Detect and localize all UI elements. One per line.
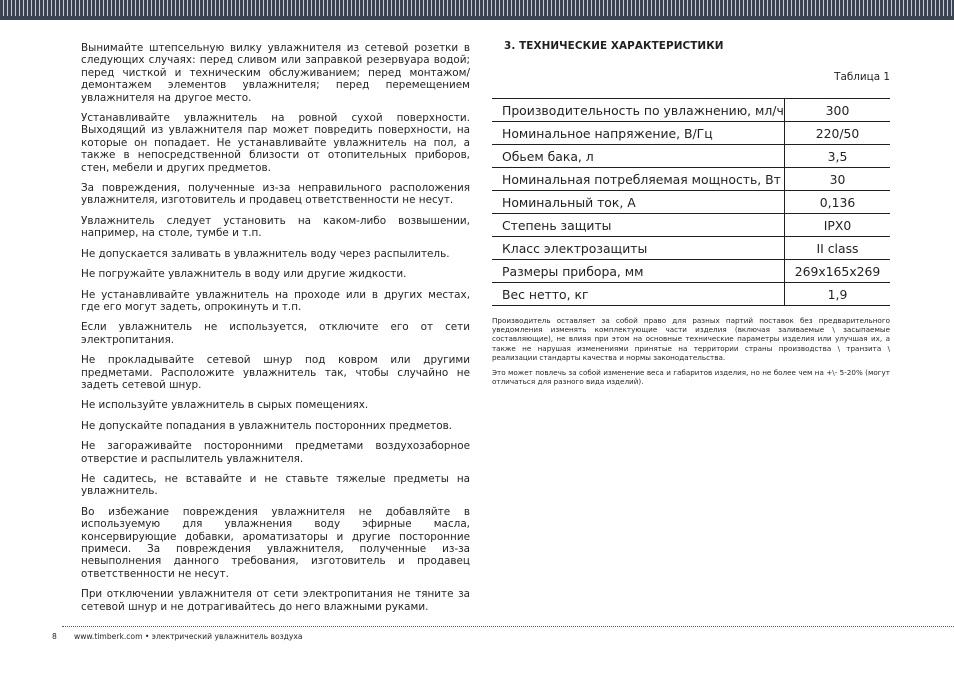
spec-value: 269x165x269	[785, 260, 891, 283]
paragraph: Не допускайте попадания в увлажнитель посторонних предметов.	[81, 419, 452, 432]
table-row	[492, 122, 890, 145]
spec-value: 1,9	[785, 283, 891, 306]
paragraph: Если увлажнитель не используется, отключите его от сети электропитания.	[81, 321, 470, 346]
table-row	[492, 145, 890, 168]
spec-name: Степень защиты	[492, 214, 785, 237]
note-paragraph: Производитель оставляет за собой право для разных партий поставок без предварительного уведомления изменять комплектующие части изделия (включая заливаемые \ засыпаемые составляющие), не влияя при этом на основные технические параметры изделия или улучшая их, а также не нарушая изменениями принятые на территории страны производства \ транзита \ реализации стандарты качества и нормы законодательства.	[492, 316, 890, 362]
paragraph: Вынимайте штепсельную вилку увлажнителя из сетевой розетки в следующих случаях: перед сливом или заправкой резервуара водой; перед чисткой и техническим обслуживанием; перед монтажом/демонтажем элементов увлажнителя; перед перемещением увлажнителя на другое место.	[81, 42, 470, 104]
paragraph: Не допускается заливать в увлажнитель воду через распылитель.	[81, 247, 450, 260]
paragraph: Не прокладывайте сетевой шнур под ковром или другими предметами. Расположите увлажнитель так, чтобы случайно не задеть сетевой шнур.	[81, 354, 470, 391]
paragraph: Не садитесь, не вставайте и не ставьте тяжелые предметы на увлажнитель.	[81, 472, 470, 498]
table-row	[492, 214, 890, 237]
table-row	[492, 260, 890, 283]
footer-divider	[62, 626, 954, 627]
note-paragraph: Это может повлечь за собой изменение веса и габаритов изделия, но не более чем на +\- 5-20% (могут отличаться для разного вида изделий).	[492, 368, 890, 387]
paragraph: Не загораживайте посторонними предметами воздухозаборное отверстие и распылитель увлажнителя.	[81, 440, 470, 465]
spec-name: Производительность по увлажнению, мл/ч	[492, 99, 785, 122]
paragraph: За повреждения, полученные из-за неправильного расположения увлажнителя, изготовитель и продавец ответственности не несут.	[81, 182, 470, 207]
table-row	[492, 191, 890, 214]
spec-name: Вес нетто, кг	[492, 283, 785, 306]
spec-name: Номинальное напряжение, В/Гц	[492, 122, 785, 145]
paragraph: Не устанавливайте увлажнитель на проходе или в других местах, где его могут задеть, опрокинуть и т.п.	[81, 288, 470, 313]
paragraph: Не используйте увлажнитель в сырых помещениях.	[81, 399, 369, 412]
paragraph: Устанавливайте увлажнитель на ровной сухой поверхности. Выходящий из увлажнителя пар может повредить поверхности, на которые он попадает. Не устанавливайте увлажнитель на пол, а также в непосредственной близости от отопительных приборов, стен, мебели и других предметов.	[81, 112, 470, 174]
spec-name: Класс электрозащиты	[492, 237, 785, 260]
spec-value: II class	[785, 237, 891, 260]
spec-value: 220/50	[785, 122, 891, 145]
footer-text: www.timberk.com • электрический увлажнитель воздуха	[74, 632, 303, 641]
table-caption: Таблица 1	[834, 71, 890, 83]
table-row	[492, 237, 890, 260]
spec-name: Номинальный ток, А	[492, 191, 785, 214]
table-row	[492, 99, 890, 122]
spec-value: 300	[785, 99, 891, 122]
spec-value: 30	[785, 168, 891, 191]
header-bar	[0, 0, 954, 20]
spec-value: IPX0	[785, 214, 891, 237]
paragraph: Не погружайте увлажнитель в воду или другие жидкости.	[81, 268, 407, 281]
table-row	[492, 283, 890, 306]
table-row	[492, 168, 890, 191]
spec-name: Номинальная потребляемая мощность, Вт	[492, 168, 785, 191]
page-number: 8	[52, 632, 57, 641]
spec-value: 0,136	[785, 191, 891, 214]
spec-value: 3,5	[785, 145, 891, 168]
spec-table	[492, 98, 890, 306]
technical-specs-section	[492, 40, 890, 392]
paragraph: Увлажнитель следует установить на каком-либо возвышении, например, на столе, тумбе и т.п.	[81, 214, 470, 240]
spec-name: Размеры прибора, мм	[492, 260, 785, 283]
safety-instructions	[81, 42, 470, 621]
manufacturer-notes	[492, 316, 890, 386]
paragraph: Во избежание повреждения увлажнителя не добавляйте в используемую для увлажнения воду эфирные масла, консервирующие добавки, ароматизаторы и другие посторонние примеси. За повреждения увлажнителя, полученные из-за невыполнения данного требования, изготовитель и продавец ответственности не несут.	[81, 505, 470, 580]
spec-name: Обьем бака, л	[492, 145, 785, 168]
paragraph: При отключении увлажнителя от сети электропитания не тяните за сетевой шнур и не дотрагивайтесь до него влажными руками.	[81, 588, 470, 613]
section-title: 3. ТЕХНИЧЕСКИЕ ХАРАКТЕРИСТИКИ	[504, 40, 724, 52]
